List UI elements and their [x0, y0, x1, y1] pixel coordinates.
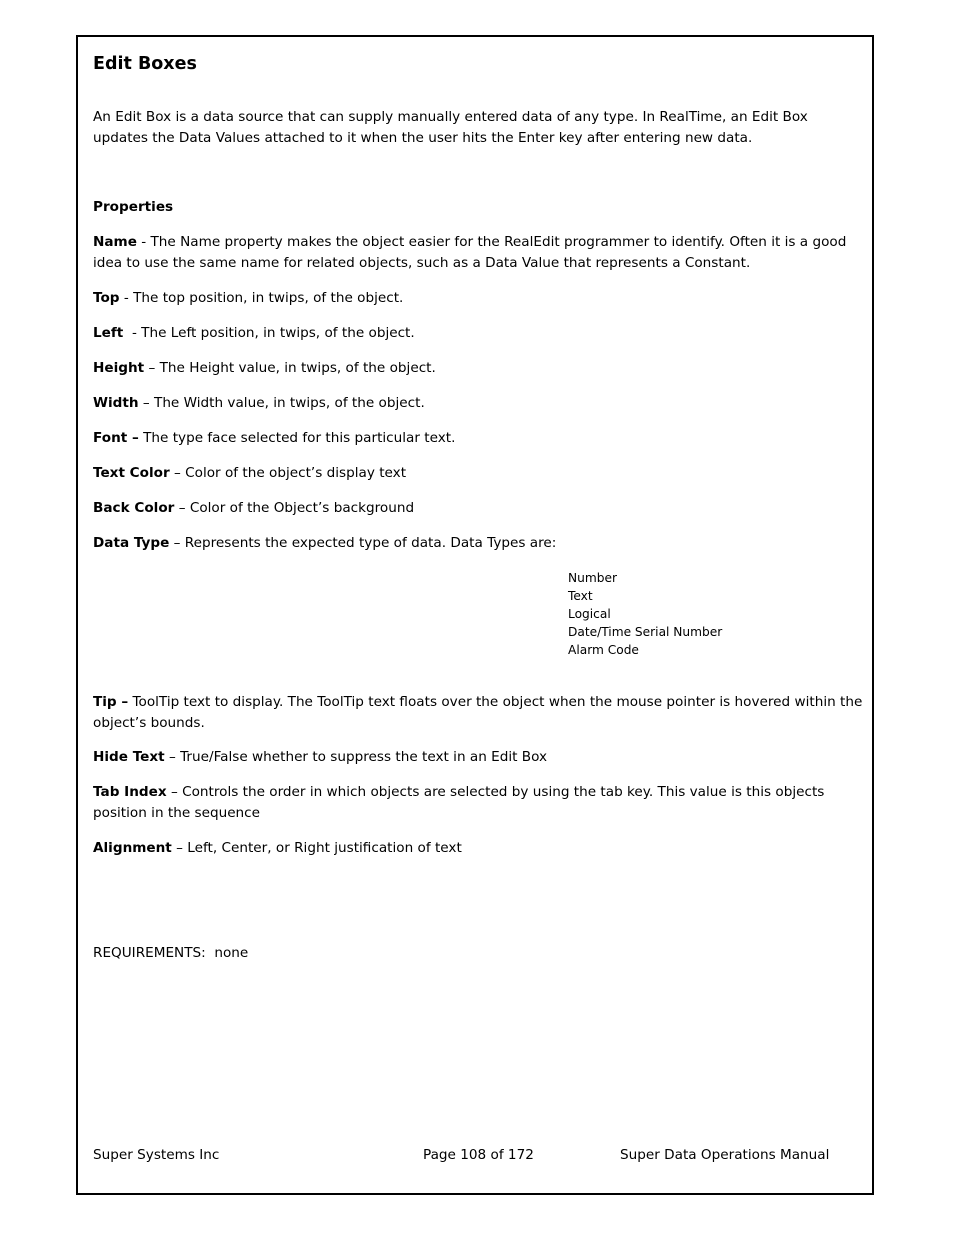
property-term: Text Color	[93, 465, 170, 481]
property-desc: Controls the order in which objects are selected by using the tab key. This value is this objects position in the sequence	[93, 784, 825, 821]
property-term: Font –	[93, 430, 139, 446]
property-tip	[93, 692, 863, 734]
footer-manual-title: Super Data Operations Manual	[620, 1147, 830, 1163]
list-item: Logical	[568, 607, 611, 621]
property-term: Data Type	[93, 535, 170, 551]
page-title: Edit Boxes	[93, 54, 197, 74]
property-desc: ToolTip text to display. The ToolTip text floats over the object when the mouse pointer is hovered within the object’s bounds.	[93, 694, 863, 731]
property-name: Name - The Name property makes the object easier for the RealEdit programmer to identify. Often it is a good idea to use the same name for related objects, such as a Data Value that represents a Constant.	[93, 234, 847, 271]
property-desc: True/False whether to suppress the text in an Edit Box	[180, 749, 548, 765]
property-term: Left	[93, 325, 124, 341]
property-desc: Represents the expected type of data. Data Types are:	[184, 535, 557, 551]
property-term: Width	[93, 395, 139, 411]
property-left: Left - The Left position, in twips, of the object.	[93, 325, 415, 341]
list-item: Number	[568, 571, 617, 585]
intro-paragraph: An Edit Box is a data source that can supply manually entered data of any type. In RealTime, an Edit Box updates the Data Values attached to it when the user hits the Enter key after entering new data.	[93, 109, 808, 146]
property-width: Width – The Width value, in twips, of the object.	[93, 395, 425, 411]
property-term: Alignment	[93, 840, 172, 856]
property-text-color: Text Color – Color of the object’s display text	[93, 465, 407, 481]
page-border	[76, 35, 874, 1195]
list-item: Date/Time Serial Number	[568, 625, 723, 639]
property-top: Top - The top position, in twips, of the object.	[93, 290, 404, 306]
property-term: Tip –	[93, 694, 129, 710]
property-desc: Color of the object’s display text	[185, 465, 407, 481]
property-desc: The Name property makes the object easier for the RealEdit programmer to identify. Often it is a good idea to use the same name for related objects, such as a Data Value that represents a Constant.	[93, 234, 847, 271]
property-tab-index: Tab Index – Controls the order in which objects are selected by using the tab key. This value is this objects position in the sequence	[93, 784, 825, 821]
property-desc: Left, Center, or Right justification of text	[187, 840, 462, 856]
property-term: Tab Index	[93, 784, 167, 800]
property-alignment: Alignment – Left, Center, or Right justification of text	[93, 840, 462, 856]
property-data-type: Data Type – Represents the expected type of data. Data Types are:	[93, 535, 557, 551]
property-term: Back Color	[93, 500, 175, 516]
properties-heading: Properties	[93, 199, 174, 215]
property-term: Top	[93, 290, 120, 306]
list-item: Alarm Code	[568, 643, 639, 657]
property-font	[93, 428, 863, 449]
property-term: Height	[93, 360, 145, 376]
list-item: Text	[568, 589, 593, 603]
footer-page-number: Page 108 of 172	[423, 1147, 534, 1163]
property-desc: The Height value, in twips, of the object.	[159, 360, 436, 376]
property-desc: The type face selected for this particular text.	[143, 430, 456, 446]
property-desc: The Left position, in twips, of the object.	[141, 325, 415, 341]
footer-company: Super Systems Inc	[93, 1147, 220, 1163]
requirements-line: REQUIREMENTS: none	[93, 945, 249, 961]
data-types-list	[568, 569, 722, 659]
property-back-color: Back Color – Color of the Object’s background	[93, 500, 415, 516]
property-term: Hide Text	[93, 749, 165, 765]
property-height: Height – The Height value, in twips, of the object.	[93, 360, 436, 376]
property-desc: The Width value, in twips, of the object.	[154, 395, 425, 411]
property-desc: Color of the Object’s background	[189, 500, 415, 516]
property-desc: The top position, in twips, of the object.	[133, 290, 404, 306]
property-term: Name	[93, 234, 137, 250]
property-hide-text: Hide Text – True/False whether to suppress the text in an Edit Box	[93, 749, 548, 765]
